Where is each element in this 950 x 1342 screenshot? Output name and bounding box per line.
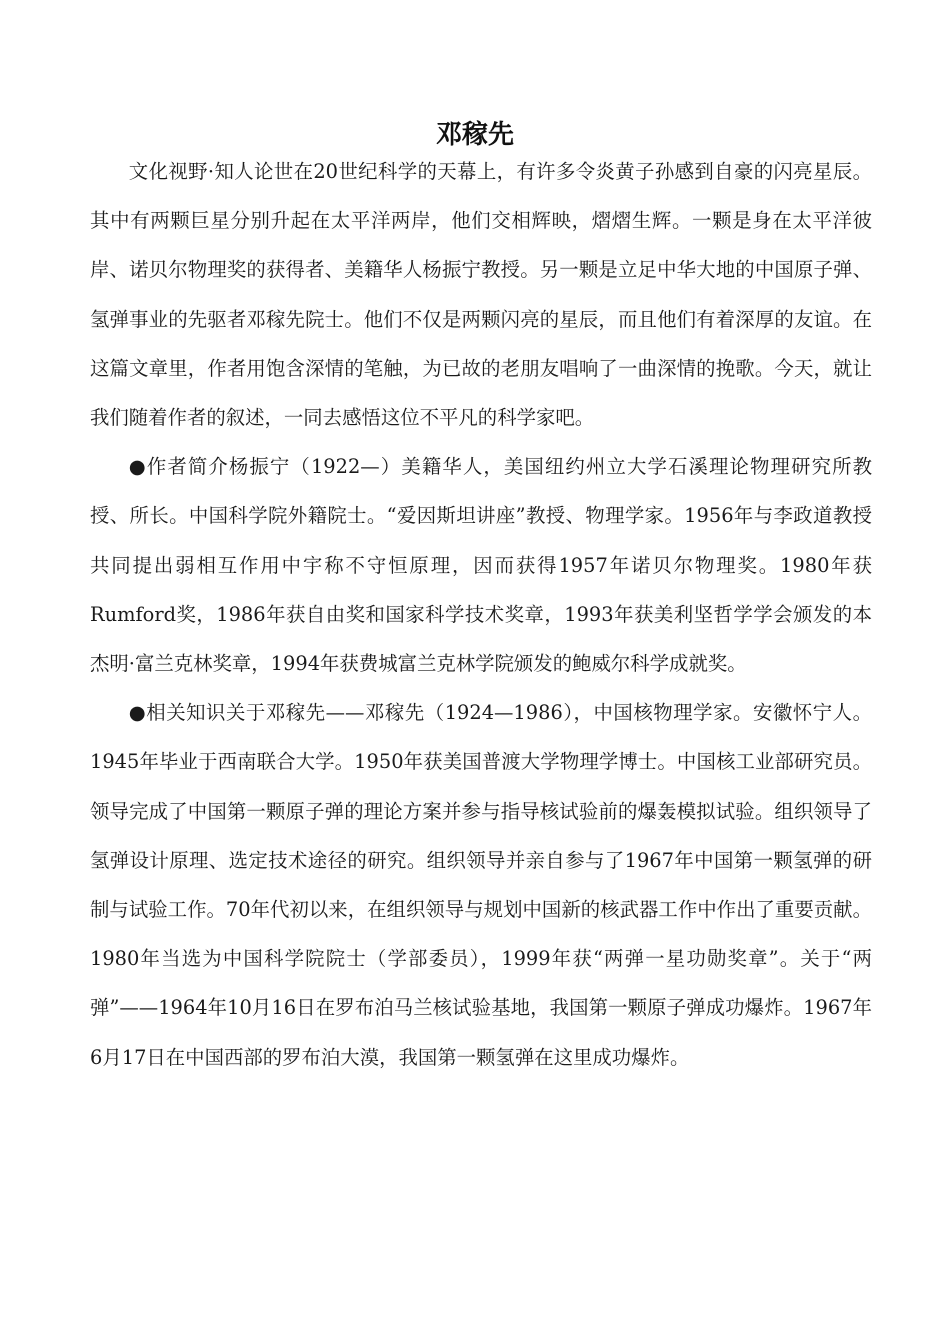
page-title: 邓稼先 [435,120,514,150]
article-body [90,147,872,1082]
paragraph-intro: 文化视野·知人论世在20世纪科学的天幕上，有许多令炎黄子孙感到自豪的闪亮星辰。其中有两颗巨星分别升起在太平洋两岸，他们交相辉映，熠熠生辉。一颗是身在太平洋彼岸、诺贝尔物理奖的获得者、美籍华人杨振宁教授。另一颗是立足中华大地的中国原子弹、氢弹事业的先驱者邓稼先院士。他们不仅是两颗闪亮的星辰，而且他们有着深厚的友谊。在这篇文章里，作者用饱含深情的笔触，为已故的老朋友唱响了一曲深情的挽歌。今天，就让我们随着作者的叙述，一同去感悟这位不平凡的科学家吧。 [90,160,872,430]
paragraph-author-bio: ●作者简介杨振宁（1922—）美籍华人，美国纽约州立大学石溪理论物理研究所教授、所长。中国科学院外籍院士。“爱因斯坦讲座”教授、物理学家。1956年与李政道教授共同提出弱相互作用中宇称不守恒原理，因而获得1957年诺贝尔物理奖。1980年获Rumford奖，1986年获自由奖和国家科学技术奖章，1993年获美利坚哲学学会颁发的本杰明·富兰克林奖章，1994年获费城富兰克林学院颁发的鲍威尔科学成就奖。 [90,455,872,676]
paragraph-related-knowledge: ●相关知识关于邓稼先——邓稼先（1924—1986），中国核物理学家。安徽怀宁人。1945年毕业于西南联合大学。1950年获美国普渡大学物理学博士。中国核工业部研究员。领导完成了中国第一颗原子弹的理论方案并参与指导核试验前的爆轰模拟试验。组织领导了氢弹设计原理、选定技术途径的研究。组织领导并亲自参与了1967年中国第一颗氢弹的研制与试验工作。70年代初以来，在组织领导与规划中国新的核武器工作中作出了重要贡献。1980年当选为中国科学院院士（学部委员），1999年获“两弹一星功勋奖章”。关于“两弹”——1964年10月16日在罗布泊马兰核试验基地，我国第一颗原子弹成功爆炸。1967年6月17日在中国西部的罗布泊大漠，我国第一颗氢弹在这里成功爆炸。 [90,701,872,1069]
